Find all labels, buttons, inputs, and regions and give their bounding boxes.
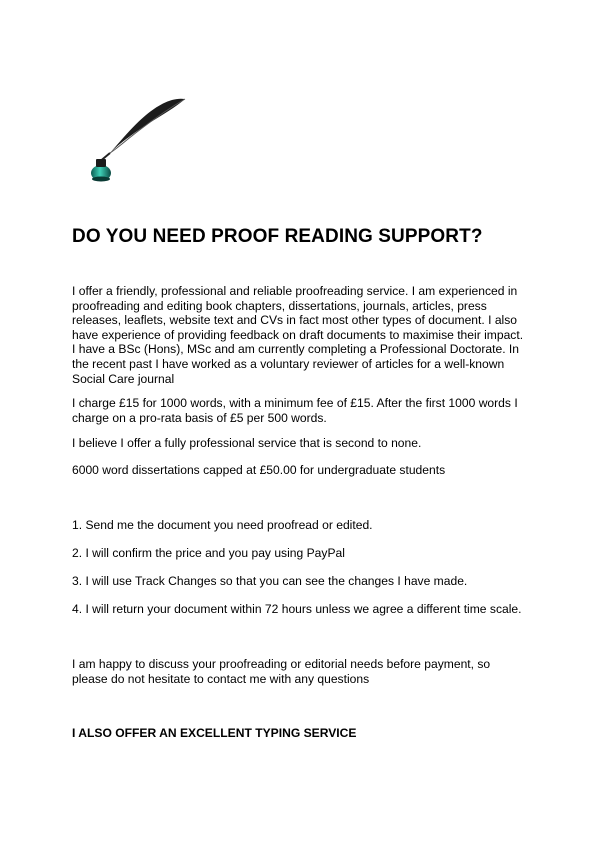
dissertation-offer-paragraph: 6000 word dissertations capped at £50.00 for undergraduate students [72, 463, 446, 477]
contact-paragraph: I am happy to discuss your proofreading or editorial needs before payment, so please do not hesitate to contact me with any questions [72, 657, 491, 686]
list-item: 3. I will use Track Changes so that you can see the changes I have made. [72, 574, 468, 588]
list-item: 4. I will return your document within 72 hours unless we agree a different time scale. [72, 602, 522, 616]
process-steps-list [72, 518, 522, 630]
page-title: DO YOU NEED PROOF READING SUPPORT? [72, 226, 483, 247]
intro-paragraph: I offer a friendly, professional and reliable proofreading service. I am experienced in proofreading and editing book chapters, dissertations, journals, articles, press releases, leaflets, website text and CVs in fact most other types of document. I also have experience of providing feedback on draft documents to maximise their impact. I have a BSc (Hons), MSc and am currently completing a Professional Doctorate. In the recent past I have worked as a voluntary reviewer of articles for a well-known Social Care journal [72, 284, 524, 386]
service-claim-paragraph: I believe I offer a fully professional service that is second to none. [72, 436, 422, 450]
typing-service-heading: I ALSO OFFER AN EXCELLENT TYPING SERVICE [72, 726, 357, 740]
pricing-paragraph: I charge £15 for 1000 words, with a minimum fee of £15. After the first 1000 words I charge on a pro-rata basis of £5 per 500 words. [72, 396, 518, 425]
list-item: 1. Send me the document you need proofread or edited. [72, 518, 373, 532]
list-item: 2. I will confirm the price and you pay using PayPal [72, 546, 345, 560]
quill-inkwell-icon [88, 95, 193, 185]
